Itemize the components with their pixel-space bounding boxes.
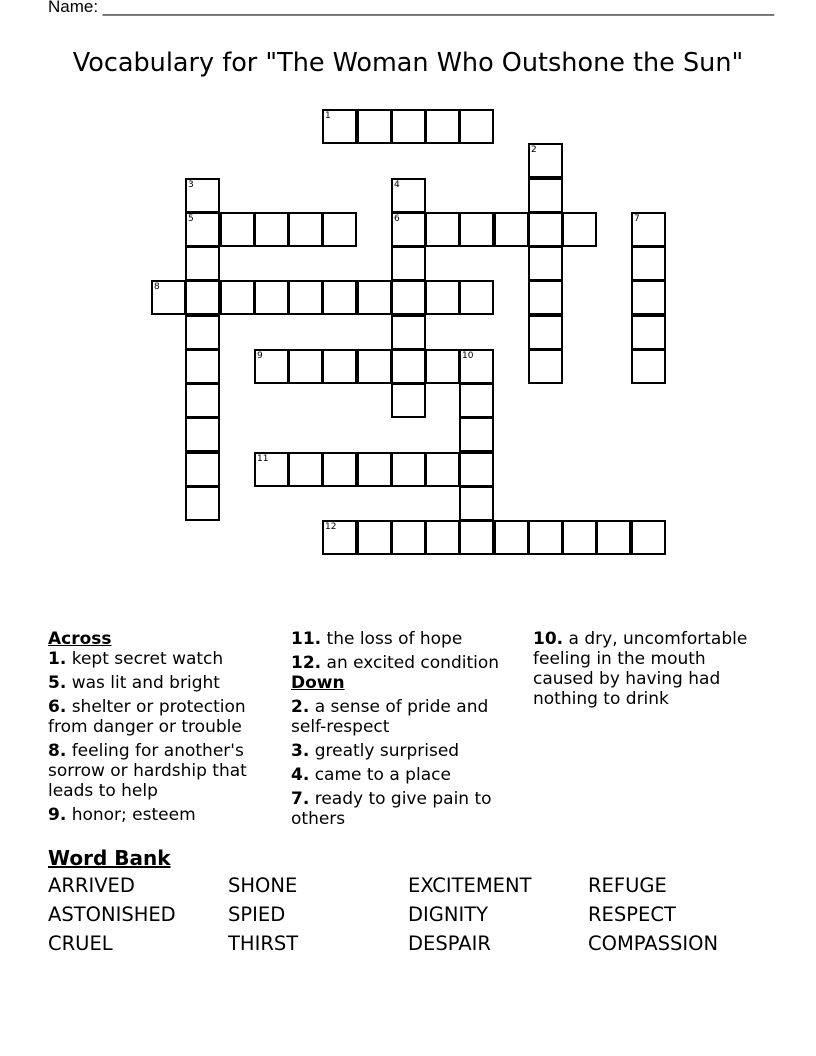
- grid-cell[interactable]: [185, 349, 220, 384]
- word-bank-item: SPIED: [228, 903, 286, 926]
- grid-cell[interactable]: [425, 349, 460, 384]
- grid-cell[interactable]: [528, 520, 563, 555]
- grid-cell[interactable]: [425, 280, 460, 315]
- clue-number: 2.: [291, 697, 310, 717]
- clue-text: ready to give pain to others: [291, 789, 492, 829]
- grid-cell[interactable]: [185, 452, 220, 487]
- clue-text: was lit and bright: [66, 673, 220, 693]
- clue-text: kept secret watch: [66, 649, 224, 669]
- grid-cell[interactable]: [391, 178, 426, 213]
- clue-text: came to a place: [309, 765, 451, 785]
- grid-cell[interactable]: [185, 417, 220, 452]
- word-bank-item: DIGNITY: [408, 903, 489, 926]
- clues-column-3: [533, 629, 769, 713]
- cell-number: 1: [325, 111, 331, 121]
- clue-text: a dry, uncomfortable feeling in the mouth caused by having had nothing to drink: [533, 629, 748, 709]
- grid-cell[interactable]: [459, 349, 494, 384]
- clue-down-7: [291, 789, 527, 829]
- grid-cell[interactable]: [322, 109, 357, 144]
- word-bank-item: RESPECT: [588, 903, 676, 926]
- clue-across-8: [48, 741, 284, 801]
- grid-cell[interactable]: [288, 280, 323, 315]
- grid-cell[interactable]: [220, 280, 255, 315]
- grid-cell[interactable]: [220, 212, 255, 247]
- grid-cell[interactable]: [357, 109, 392, 144]
- word-bank-item: ASTONISHED: [48, 903, 176, 926]
- cell-number: 2: [531, 145, 537, 155]
- clue-down-2: [291, 697, 527, 737]
- clue-down-3: [291, 741, 527, 761]
- down-heading: Down: [291, 673, 345, 693]
- clue-number: 10.: [533, 629, 564, 649]
- grid-cell[interactable]: [391, 349, 426, 384]
- grid-cell[interactable]: [425, 109, 460, 144]
- grid-cell[interactable]: [528, 178, 563, 213]
- grid-cell[interactable]: [185, 280, 220, 315]
- grid-cell[interactable]: [459, 417, 494, 452]
- grid-cell[interactable]: [459, 383, 494, 418]
- grid-cell[interactable]: [459, 486, 494, 521]
- clue-number: 1.: [48, 649, 67, 669]
- grid-cell[interactable]: [322, 520, 357, 555]
- clue-across-1: [48, 649, 284, 669]
- word-bank-item: COMPASSION: [588, 932, 719, 955]
- clue-number: 12.: [291, 653, 322, 673]
- clue-text: an excited condition: [321, 653, 500, 673]
- grid-cell[interactable]: [391, 315, 426, 350]
- grid-cell[interactable]: [322, 349, 357, 384]
- cell-number: 11: [257, 454, 269, 464]
- page-title: Vocabulary for "The Woman Who Outshone the Sun": [72, 48, 744, 78]
- grid-cell[interactable]: [425, 452, 460, 487]
- word-bank-title: Word Bank: [48, 846, 171, 870]
- word-bank-item: DESPAIR: [408, 932, 491, 955]
- word-bank-item: ARRIVED: [48, 874, 135, 897]
- grid-cell[interactable]: [357, 452, 392, 487]
- word-bank-item: CRUEL: [48, 932, 113, 955]
- grid-cell[interactable]: [288, 452, 323, 487]
- grid-cell[interactable]: [254, 349, 289, 384]
- cell-number: 12: [325, 522, 337, 532]
- grid-cell[interactable]: [322, 212, 357, 247]
- grid-cell[interactable]: [459, 452, 494, 487]
- name-blank-line: _______________________________________________________________________: [102, 0, 775, 16]
- across-heading: Across: [48, 629, 112, 649]
- grid-cell[interactable]: [357, 520, 392, 555]
- grid-cell[interactable]: [528, 315, 563, 350]
- grid-cell[interactable]: [631, 349, 666, 384]
- grid-cell[interactable]: [288, 212, 323, 247]
- grid-cell[interactable]: [322, 452, 357, 487]
- clue-number: 4.: [291, 765, 310, 785]
- cell-number: 3: [188, 180, 194, 190]
- clue-text: shelter or protection from danger or trouble: [48, 697, 246, 737]
- grid-cell[interactable]: [254, 212, 289, 247]
- clue-text: honor; esteem: [66, 805, 196, 825]
- grid-cell[interactable]: [185, 212, 220, 247]
- grid-cell[interactable]: [357, 280, 392, 315]
- grid-cell[interactable]: [631, 246, 666, 281]
- clue-text: the loss of hope: [321, 629, 463, 649]
- grid-cell[interactable]: [459, 520, 494, 555]
- clue-number: 8.: [48, 741, 67, 761]
- grid-cell[interactable]: [254, 280, 289, 315]
- grid-cell[interactable]: [459, 212, 494, 247]
- cell-number: 8: [154, 282, 160, 292]
- clue-across-6: [48, 697, 284, 737]
- cell-number: 9: [257, 351, 263, 361]
- grid-cell[interactable]: [459, 280, 494, 315]
- cell-number: 7: [634, 214, 640, 224]
- clue-number: 11.: [291, 629, 322, 649]
- grid-cell[interactable]: [631, 315, 666, 350]
- grid-cell[interactable]: [288, 349, 323, 384]
- grid-cell[interactable]: [494, 212, 529, 247]
- cell-number: 10: [462, 351, 474, 361]
- grid-cell[interactable]: [494, 520, 529, 555]
- word-bank: [48, 874, 768, 956]
- clues-column-2: [291, 629, 527, 833]
- clue-number: 7.: [291, 789, 310, 809]
- grid-cell[interactable]: [151, 280, 186, 315]
- grid-cell[interactable]: [459, 109, 494, 144]
- grid-cell[interactable]: [528, 280, 563, 315]
- grid-cell[interactable]: [631, 212, 666, 247]
- clue-across-5: [48, 673, 284, 693]
- grid-cell[interactable]: [185, 383, 220, 418]
- grid-cell[interactable]: [185, 315, 220, 350]
- grid-cell[interactable]: [528, 349, 563, 384]
- grid-cell[interactable]: [631, 280, 666, 315]
- grid-cell[interactable]: [254, 452, 289, 487]
- word-bank-item: REFUGE: [588, 874, 667, 897]
- clue-text: feeling for another's sorrow or hardship that leads to help: [48, 741, 247, 801]
- grid-cell[interactable]: [391, 280, 426, 315]
- grid-cell[interactable]: [562, 520, 597, 555]
- grid-cell[interactable]: [185, 246, 220, 281]
- grid-cell[interactable]: [391, 383, 426, 418]
- grid-cell[interactable]: [528, 143, 563, 178]
- grid-cell[interactable]: [322, 280, 357, 315]
- grid-cell[interactable]: [425, 212, 460, 247]
- word-bank-item: EXCITEMENT: [408, 874, 532, 897]
- grid-cell[interactable]: [357, 349, 392, 384]
- grid-cell[interactable]: [596, 520, 631, 555]
- clues-column-1: [48, 629, 284, 829]
- grid-cell[interactable]: [391, 520, 426, 555]
- clue-number: 9.: [48, 805, 67, 825]
- grid-cell[interactable]: [391, 109, 426, 144]
- cell-number: 4: [394, 180, 400, 190]
- grid-cell[interactable]: [391, 452, 426, 487]
- cell-number: 5: [188, 214, 194, 224]
- clue-across-11: [291, 629, 527, 649]
- grid-cell[interactable]: [562, 212, 597, 247]
- grid-cell[interactable]: [528, 246, 563, 281]
- clue-number: 6.: [48, 697, 67, 717]
- grid-cell[interactable]: [391, 212, 426, 247]
- grid-cell[interactable]: [391, 246, 426, 281]
- clue-number: 3.: [291, 741, 310, 761]
- grid-cell[interactable]: [185, 486, 220, 521]
- clue-down-10: [533, 629, 769, 709]
- name-label: Name:: [48, 0, 103, 16]
- clue-number: 5.: [48, 673, 67, 693]
- grid-cell[interactable]: [528, 212, 563, 247]
- clue-down-4: [291, 765, 527, 785]
- grid-cell[interactable]: [425, 520, 460, 555]
- clue-across-9: [48, 805, 284, 825]
- grid-cell[interactable]: [185, 178, 220, 213]
- cell-number: 6: [394, 214, 400, 224]
- word-bank-item: THIRST: [228, 932, 299, 955]
- word-bank-item: SHONE: [228, 874, 298, 897]
- clue-across-12: [291, 653, 527, 673]
- grid-cell[interactable]: [631, 520, 666, 555]
- clue-text: greatly surprised: [309, 741, 460, 761]
- clue-text: a sense of pride and self-respect: [291, 697, 489, 737]
